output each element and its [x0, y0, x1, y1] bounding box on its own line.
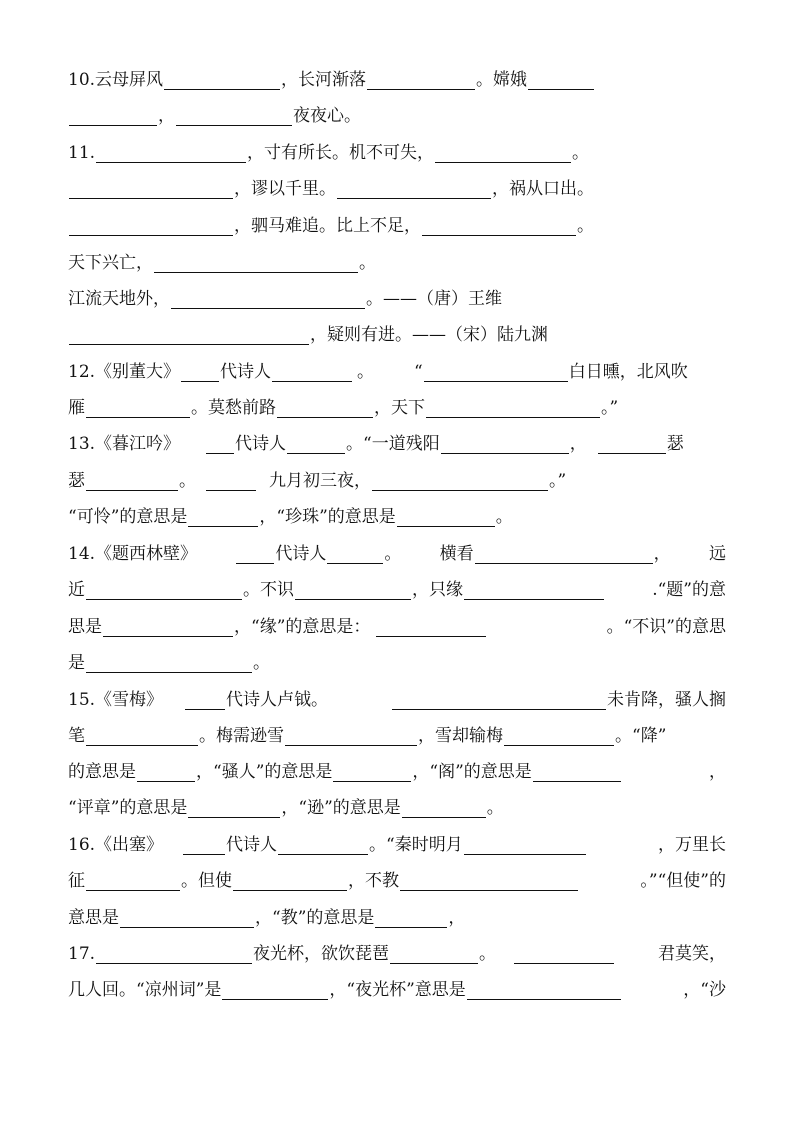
text: ，雪却输梅 [418, 726, 503, 746]
text: 。 [253, 653, 270, 673]
text: 。嫦娥 [476, 70, 528, 90]
q11-line5 [68, 273, 726, 309]
fill-blank[interactable] [103, 618, 233, 637]
q11-line3 [68, 200, 726, 236]
fill-blank[interactable] [422, 217, 576, 236]
fill-blank[interactable] [86, 581, 242, 600]
fill-blank[interactable] [397, 508, 495, 527]
text: ，“缘”的意思是： [234, 617, 371, 637]
text: 17. [68, 944, 96, 964]
text: 征 [68, 871, 85, 891]
text: ，“阁”的意思是 [412, 762, 532, 782]
text: 白日曛，北风吹 [568, 362, 688, 382]
text: 代诗人 [235, 434, 287, 454]
fill-blank[interactable] [295, 581, 411, 600]
fill-blank[interactable] [236, 545, 274, 564]
text: 几人回。“凉州词”是 [68, 980, 222, 1000]
text: 11. [68, 143, 96, 163]
text: ， [709, 762, 726, 782]
text: 江流天地外， [68, 289, 170, 309]
q15-line1 [68, 674, 726, 710]
fill-blank[interactable] [287, 435, 345, 454]
fill-blank[interactable] [426, 399, 600, 418]
text: ，“逊”的意思是 [281, 798, 401, 818]
q12-line1 [68, 346, 726, 382]
fill-blank[interactable] [206, 435, 234, 454]
fill-blank[interactable] [367, 71, 475, 90]
fill-blank[interactable] [278, 836, 368, 855]
text: “可怜”的意思是 [68, 507, 188, 527]
text: 代诗人卢钺。 [226, 690, 329, 710]
fill-blank[interactable] [372, 472, 548, 491]
q15-line4 [68, 782, 726, 818]
text: 瑟 [666, 434, 684, 454]
fill-blank[interactable] [441, 435, 569, 454]
text: 笔 [68, 726, 85, 746]
fill-blank[interactable] [285, 727, 417, 746]
fill-blank[interactable] [435, 144, 571, 163]
text: ，不教 [348, 871, 399, 891]
text: ，寸有所长。机不可失， [247, 143, 435, 163]
text: “评章”的意思是 [68, 798, 188, 818]
text: 14.《题西林壁》 [68, 544, 198, 564]
text: 10.云母屏风 [68, 70, 164, 90]
text: ，“珍珠”的意思是 [259, 507, 396, 527]
text: 。”“但使”的 [640, 871, 726, 891]
fill-blank[interactable] [171, 290, 365, 309]
fill-blank[interactable] [176, 107, 292, 126]
q16-line3 [68, 892, 726, 928]
fill-blank[interactable] [402, 799, 486, 818]
fill-blank[interactable] [154, 254, 358, 273]
text: ，“夜光杯”意思是 [329, 980, 466, 1000]
fill-blank[interactable] [206, 472, 256, 491]
fill-blank[interactable] [327, 545, 383, 564]
text: ，“骚人”的意思是 [196, 762, 333, 782]
text: 。“降” [615, 726, 667, 746]
text: 。莫愁前路 [191, 398, 276, 418]
text: 。 [359, 253, 376, 273]
text: 。 [479, 944, 497, 964]
text: 。——（唐）王维 [366, 289, 502, 309]
fill-blank[interactable] [464, 581, 604, 600]
text: 。 [357, 362, 375, 382]
fill-blank[interactable] [400, 872, 578, 891]
text: 。” [601, 398, 619, 418]
text: 。但使 [181, 871, 232, 891]
fill-blank[interactable] [86, 654, 252, 673]
text: 是 [68, 653, 85, 673]
text: 九月初三夜， [269, 471, 371, 491]
text: 代诗人 [275, 544, 327, 564]
fill-blank[interactable] [183, 836, 225, 855]
text: 。 [572, 143, 590, 163]
text: 雁 [68, 398, 85, 418]
fill-blank[interactable] [392, 691, 606, 710]
text: 夜光杯，欲饮琵琶 [253, 944, 390, 964]
fill-blank[interactable] [277, 399, 373, 418]
text: ，天下 [374, 398, 425, 418]
text: 16.《出塞》 [68, 835, 164, 855]
q14-line2 [68, 564, 726, 600]
text: ，“沙 [683, 980, 726, 1000]
text: ，疑则有进。——（宋）陆九渊 [310, 325, 548, 345]
text: 13.《暮江吟》 [68, 434, 181, 454]
fill-blank[interactable] [69, 217, 233, 236]
text: 15.《雪梅》 [68, 690, 164, 710]
fill-blank[interactable] [188, 799, 280, 818]
text: 。” [549, 471, 567, 491]
text: 天下兴亡， [68, 253, 153, 273]
fill-blank[interactable] [337, 180, 491, 199]
text: ，只缘 [412, 580, 463, 600]
fill-blank[interactable] [120, 909, 254, 928]
fill-blank[interactable] [96, 945, 252, 964]
q15-line2 [68, 710, 726, 746]
text: 思是 [68, 617, 102, 637]
text: ， [158, 106, 175, 126]
q14-line4 [68, 637, 726, 673]
text: 代诗人 [220, 362, 272, 382]
fill-blank[interactable] [69, 180, 233, 199]
q15-line3 [68, 746, 726, 782]
fill-blank[interactable] [533, 763, 621, 782]
fill-blank[interactable] [390, 945, 478, 964]
text: ，长河渐落 [281, 70, 367, 90]
text: 未肯降，骚人搁 [607, 690, 726, 710]
text: ，谬以千里。 [234, 179, 336, 199]
text: ，“教”的意思是 [255, 908, 375, 928]
fill-blank[interactable] [504, 727, 614, 746]
text: 。“秦时明月 [369, 835, 463, 855]
text: 。“不识”的意思 [606, 617, 726, 637]
q11-line1 [68, 127, 726, 163]
text: 君莫笑， [658, 944, 726, 964]
fill-blank[interactable] [424, 363, 568, 382]
q10-line2 [68, 90, 726, 126]
text: 。 [486, 798, 504, 818]
fill-blank[interactable] [86, 472, 178, 491]
q17-line2 [68, 964, 726, 1000]
q12-line2 [68, 382, 726, 418]
fill-blank[interactable] [467, 981, 621, 1000]
fill-blank[interactable] [69, 107, 157, 126]
fill-blank[interactable] [181, 363, 219, 382]
text: 。“一道残阳 [346, 434, 440, 454]
text: 近 [68, 580, 85, 600]
text: 。梅需逊雪 [199, 726, 284, 746]
q13-line2 [68, 455, 726, 491]
text: ， [653, 544, 671, 564]
fill-blank[interactable] [375, 909, 447, 928]
q16-line1 [68, 819, 726, 855]
fill-blank[interactable] [96, 144, 246, 163]
q14-line3 [68, 601, 726, 637]
text: 的意思是 [68, 762, 136, 782]
fill-blank[interactable] [164, 71, 280, 90]
fill-blank[interactable] [528, 71, 594, 90]
text: 。 [495, 507, 513, 527]
text: 。 [577, 216, 594, 236]
q11-line6 [68, 309, 726, 345]
q17-line1 [68, 928, 726, 964]
fill-blank[interactable] [69, 326, 309, 345]
text: 夜夜心。 [293, 106, 361, 126]
fill-blank[interactable] [464, 836, 586, 855]
text: “ [414, 362, 423, 382]
fill-blank[interactable] [86, 399, 190, 418]
fill-blank[interactable] [86, 872, 180, 891]
fill-blank[interactable] [188, 508, 258, 527]
q10-line1 [68, 54, 726, 90]
text: 。 [179, 471, 196, 491]
fill-blank[interactable] [475, 545, 653, 564]
text: 横看 [439, 544, 474, 564]
text: ，祸从口出。 [492, 179, 594, 199]
text: ，万里长 [658, 835, 726, 855]
text: 。不识 [243, 580, 294, 600]
q16-line2 [68, 855, 726, 891]
fill-blank[interactable] [514, 945, 614, 964]
text: 瑟 [68, 471, 85, 491]
fill-blank[interactable] [272, 363, 352, 382]
q13-line3 [68, 491, 726, 527]
q13-line1 [68, 418, 726, 454]
text: ， [448, 908, 466, 928]
fill-blank[interactable] [185, 691, 225, 710]
text: 代诗人 [226, 835, 278, 855]
fill-blank[interactable] [333, 763, 411, 782]
text: 远 [708, 544, 726, 564]
q11-line4 [68, 237, 726, 273]
fill-blank[interactable] [137, 763, 195, 782]
q11-line2 [68, 163, 726, 199]
text: ，驷马难追。比上不足， [234, 216, 421, 236]
text: 意思是 [68, 908, 119, 928]
text: 12.《别董大》 [68, 362, 181, 382]
text: ， [569, 434, 587, 454]
fill-blank[interactable] [86, 727, 198, 746]
fill-blank[interactable] [376, 618, 486, 637]
text: 。 [384, 544, 402, 564]
fill-blank[interactable] [222, 981, 328, 1000]
q14-line1 [68, 528, 726, 564]
fill-blank[interactable] [233, 872, 347, 891]
fill-blank[interactable] [598, 435, 666, 454]
text: .“题”的意 [652, 580, 726, 600]
